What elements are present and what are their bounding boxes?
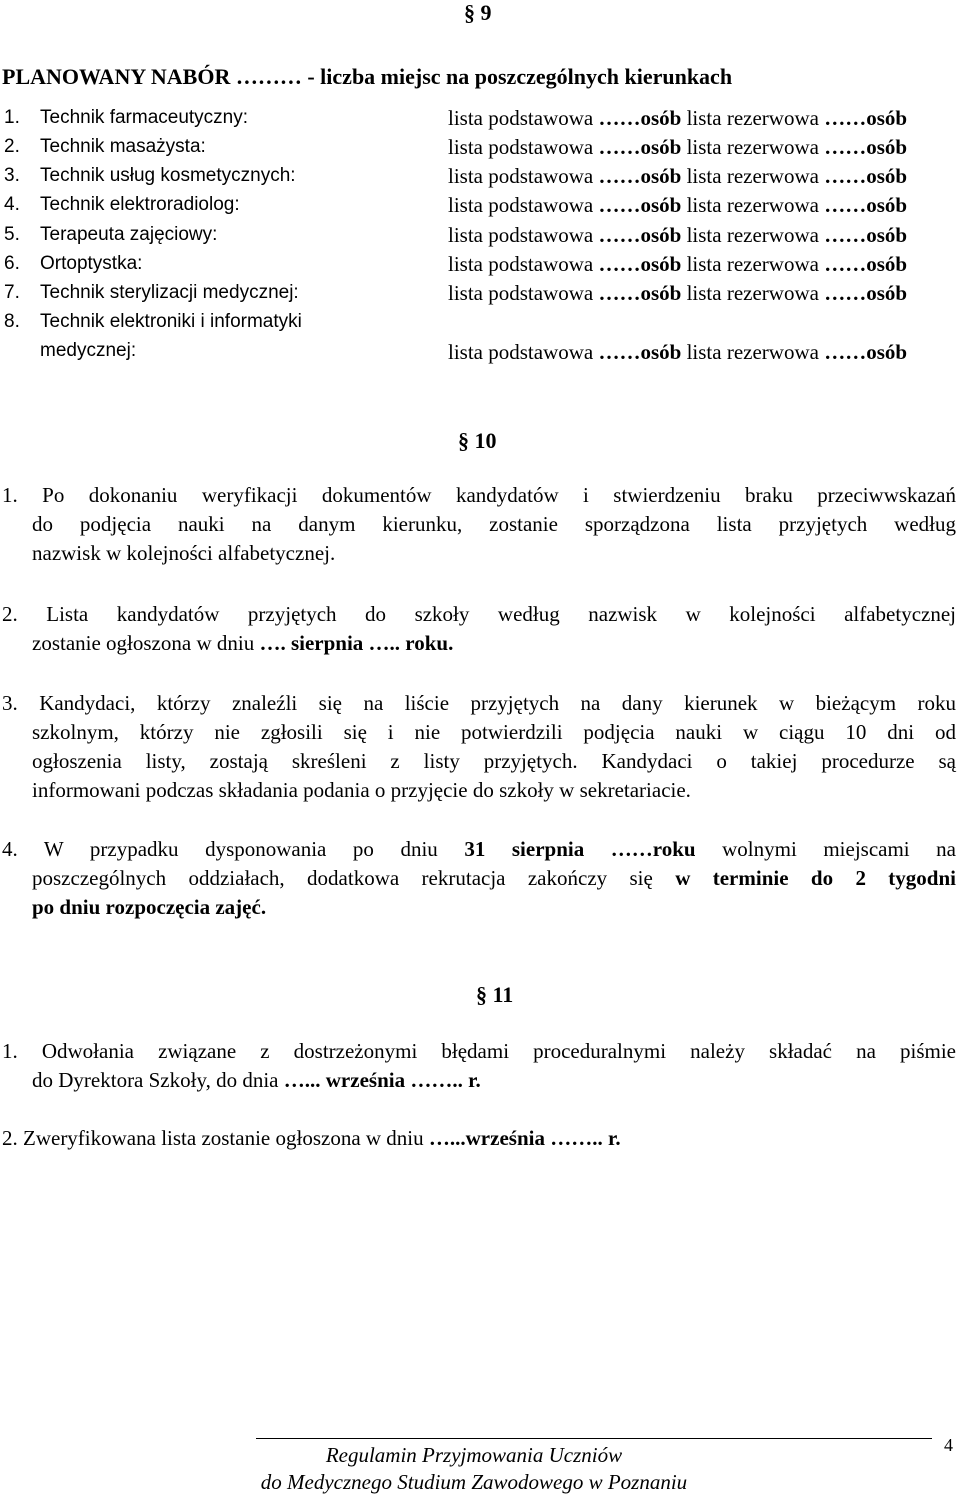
list-reserve-count: ……osób	[824, 223, 908, 247]
list-reserve-label: lista rezerwowa	[686, 281, 819, 305]
list-reserve-count: ……osób	[824, 135, 908, 159]
plan-item-number: 7.	[4, 282, 20, 303]
s11-p1-line-2	[2, 1066, 956, 1095]
s10-p4-line-2	[2, 864, 956, 893]
list-reserve-count: ……osób	[824, 106, 908, 130]
s10-p3-line-4: informowani podczas składania podania o przyjęcie do szkoły w sekretariacie.	[32, 778, 691, 802]
plan-item-name: Technik masażysta:	[40, 136, 206, 157]
s10-p1-line-3: nazwisk w kolejności alfabetycznej.	[32, 541, 336, 565]
plan-item-name-cont: medycznej:	[40, 340, 137, 361]
plan-item-name: Technik elektroradiolog:	[40, 194, 240, 215]
list-basic-label: lista podstawowa	[448, 340, 594, 364]
s10-p4-deadline: w terminie do 2 tygodni	[675, 866, 956, 890]
s10-p2-text: zostanie ogłoszona w dniu	[32, 631, 260, 655]
list-basic-label: lista podstawowa	[448, 106, 594, 130]
s10-paragraph-4	[2, 835, 956, 922]
s10-p3-line-2: szkolnym, którzy nie zgłosili się i nie potwierdzili podjęcia nauki w ciągu 10 dni od	[32, 720, 956, 744]
plan-item-number: 3.	[4, 165, 20, 186]
list-basic-label: lista podstawowa	[448, 223, 594, 247]
list-reserve-count: ……osób	[824, 164, 908, 188]
list-reserve-label: lista rezerwowa	[686, 135, 819, 159]
list-basic-label: lista podstawowa	[448, 164, 594, 188]
plan-item-places	[448, 340, 907, 365]
s10-paragraph-2	[2, 600, 956, 658]
plan-item-name: Technik elektroniki i informatyki	[40, 311, 302, 332]
list-reserve-count: ……osób	[824, 281, 908, 305]
list-reserve-label: lista rezerwowa	[686, 252, 819, 276]
footer-line-2: do Medycznego Studium Zawodowego w Poznaniu	[260, 1470, 688, 1494]
plan-item-name: Technik sterylizacji medycznej:	[40, 282, 299, 303]
section-10-heading: § 10	[458, 428, 497, 453]
plan-item-places	[448, 193, 907, 218]
s10-p2-line-2	[2, 629, 956, 658]
plan-item-number: 5.	[4, 224, 20, 245]
list-basic-label: lista podstawowa	[448, 252, 594, 276]
list-basic-count: ……osób	[598, 281, 682, 305]
s10-p4-date: 31 sierpnia ……roku	[464, 837, 696, 861]
list-reserve-count: ……osób	[824, 252, 908, 276]
page-number: 4	[944, 1435, 953, 1455]
plan-item-places	[448, 106, 907, 131]
list-basic-count: ……osób	[598, 252, 682, 276]
s10-p3-line-1: 3. Kandydaci, którzy znaleźli się na liście przyjętych na dany kierunek w bieżącym roku	[2, 691, 956, 715]
list-basic-label: lista podstawowa	[448, 281, 594, 305]
plan-item-places	[448, 252, 907, 277]
s11-p2-date: …...września …….. r.	[428, 1126, 621, 1150]
section-11-heading: § 11	[476, 982, 514, 1007]
s11-p1-text: do Dyrektora Szkoły, do dnia	[32, 1068, 284, 1092]
section-9-heading: § 9	[464, 0, 492, 25]
s10-p3-line-3: ogłoszenia listy, zostają skreśleni z listy przyjętych. Kandydaci o takiej procedurze są	[32, 749, 956, 773]
s11-p1-date: …... września …….. r.	[283, 1068, 481, 1092]
plan-item-name: Ortoptystka:	[40, 253, 143, 274]
plan-item-name: Terapeuta zajęciowy:	[40, 224, 218, 245]
plan-item-number: 4.	[4, 194, 20, 215]
list-basic-count: ……osób	[598, 340, 682, 364]
list-reserve-label: lista rezerwowa	[686, 223, 819, 247]
s10-p4-text-b: wolnymi miejscami na	[695, 837, 956, 861]
s10-p2-line-1: 2. Lista kandydatów przyjętych do szkoły według nazwisk w kolejności alfabetycznej	[2, 602, 956, 626]
list-basic-count: ……osób	[598, 193, 682, 217]
s10-p1-line-2: do podjęcia nauki na danym kierunku, zostanie sporządzona lista przyjętych według	[32, 512, 956, 536]
recruitment-plan-title: PLANOWANY NABÓR ……… - liczba miejsc na poszczególnych kierunkach	[2, 64, 733, 89]
list-reserve-label: lista rezerwowa	[686, 106, 819, 130]
s10-p4-text-c: poszczególnych oddziałach, dodatkowa rekrutacja zakończy się	[32, 866, 676, 890]
plan-item-number: 8.	[4, 311, 20, 332]
s10-p4-text-a: 4. W przypadku dysponowania po dniu	[2, 837, 465, 861]
list-basic-count: ……osób	[598, 106, 682, 130]
plan-item-name: Technik usług kosmetycznych:	[40, 165, 296, 186]
footer-line-1: Regulamin Przyjmowania Uczniów	[325, 1443, 623, 1467]
plan-item-places	[448, 164, 907, 189]
plan-item-number: 1.	[4, 107, 20, 128]
s10-p2-date: …. sierpnia ….. roku.	[259, 631, 454, 655]
list-reserve-label: lista rezerwowa	[686, 340, 819, 364]
s10-p4-line-3	[2, 893, 956, 922]
s10-p1-line-1: 1. Po dokonaniu weryfikacji dokumentów kandydatów i stwierdzeniu braku przeciwwskazań	[2, 483, 956, 507]
list-basic-count: ……osób	[598, 135, 682, 159]
s10-paragraph-1	[2, 481, 956, 568]
plan-item-places	[448, 281, 907, 306]
plan-item-places	[448, 223, 907, 248]
list-reserve-count: ……osób	[824, 340, 908, 364]
list-reserve-label: lista rezerwowa	[686, 193, 819, 217]
s11-paragraph-1	[2, 1037, 956, 1095]
s10-p4-deadline-end: po dniu rozpoczęcia zajęć.	[32, 895, 267, 919]
list-basic-count: ……osób	[598, 223, 682, 247]
s11-paragraph-2	[2, 1124, 956, 1153]
footer-rule	[256, 1438, 932, 1439]
s11-p2-text: 2. Zweryfikowana lista zostanie ogłoszona w dniu	[2, 1126, 429, 1150]
plan-item-places	[448, 135, 907, 160]
plan-item-name: Technik farmaceutyczny:	[40, 107, 249, 128]
plan-item-number: 2.	[4, 136, 20, 157]
s11-p2-line-1	[2, 1124, 956, 1153]
s10-p4-line-1	[2, 835, 956, 864]
plan-item-number: 6.	[4, 253, 20, 274]
list-reserve-count: ……osób	[824, 193, 908, 217]
list-basic-label: lista podstawowa	[448, 135, 594, 159]
list-reserve-label: lista rezerwowa	[686, 164, 819, 188]
list-basic-label: lista podstawowa	[448, 193, 594, 217]
list-basic-count: ……osób	[598, 164, 682, 188]
s10-paragraph-3	[2, 689, 956, 805]
s11-p1-line-1: 1. Odwołania związane z dostrzeżonymi błędami proceduralnymi należy składać na piśmie	[2, 1039, 956, 1063]
